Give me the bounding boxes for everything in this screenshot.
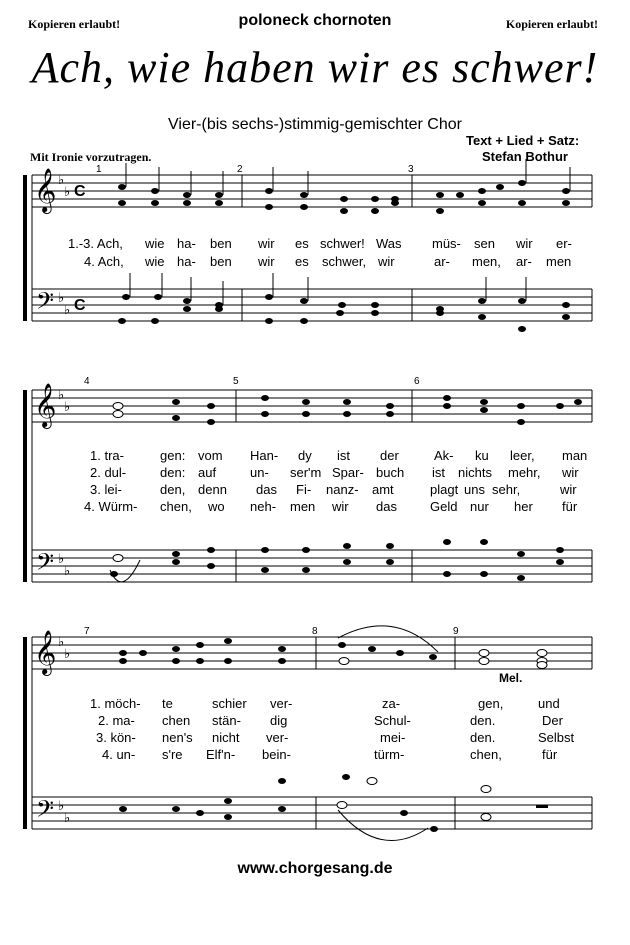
treble-staff <box>32 637 592 669</box>
key-flat-icon: ♭ <box>64 184 71 199</box>
treble-clef-icon: 𝄞 <box>34 170 57 212</box>
key-flat-icon: ♭ <box>58 387 65 402</box>
bass-clef-icon: 𝄢 <box>36 549 55 580</box>
key-flat-icon: ♭ <box>64 646 71 661</box>
melody-label: Mel. <box>499 671 523 685</box>
system-3 <box>23 626 592 841</box>
lyric-line: 1. möch- te schier ver- za- gen, und <box>90 696 560 711</box>
key-flat-icon: ♭ <box>58 290 65 305</box>
lyric-line: 4. un- s're Elf'n- bein- türm- chen, für <box>102 747 558 762</box>
whole-rest-icon <box>536 805 548 808</box>
bass-clef-icon: 𝄢 <box>36 288 55 319</box>
choir-subtitle: Vier-(bis sechs-)stimmig-gemischter Chor <box>168 116 462 133</box>
bass-staff <box>32 797 592 829</box>
system-1 <box>23 159 592 332</box>
system-brace <box>23 637 27 829</box>
key-flat-icon: ♭ <box>58 634 65 649</box>
measure-number: 8 <box>312 626 318 637</box>
lyric-line: 2. ma- chen stän- dig Schul- den. Der <box>98 713 563 728</box>
lyric-line: 3. lei- den, denn das Fi- nanz- amt plagt uns sehr, wir <box>90 482 577 497</box>
key-flat-icon: ♭ <box>58 551 65 566</box>
lyric-line: 4. Ach, wie ha- ben wir es schwer, wir ar- men, ar- men <box>84 254 572 269</box>
song-title: Ach, wie haben wir es schwer! <box>31 43 599 92</box>
lyric-line: 1. tra- gen: vom Han- dy ist der Ak- ku leer, man <box>90 448 588 463</box>
measure-number: 9 <box>453 626 459 637</box>
time-signature: C <box>74 183 86 200</box>
note-stems <box>126 159 570 305</box>
measure-number: 6 <box>414 376 420 387</box>
key-flat-icon: ♭ <box>64 302 71 317</box>
measure-number: 7 <box>84 626 90 637</box>
treble-clef-icon: 𝄞 <box>34 632 57 674</box>
copy-notice-right: Kopieren erlaubt! <box>505 17 598 31</box>
system-brace <box>23 390 27 582</box>
lyric-line: 4. Würm- chen, wo neh- men wir das Geld nur her für <box>84 499 578 514</box>
key-flat-icon: ♭ <box>64 810 71 825</box>
measure-number: 3 <box>408 164 414 175</box>
slur-arc <box>338 810 428 840</box>
time-signature: C <box>74 297 86 314</box>
system-2 <box>23 376 592 582</box>
bass-clef-icon: 𝄢 <box>36 796 55 827</box>
key-flat-icon: ♭ <box>64 563 71 578</box>
measure-number: 1 <box>96 164 102 175</box>
system-brace <box>23 175 27 321</box>
tie-arc <box>110 560 140 582</box>
bass-staff <box>32 289 592 321</box>
key-flat-icon: ♭ <box>58 798 65 813</box>
treble-clef-icon: 𝄞 <box>34 385 57 427</box>
lyric-line: 1.-3. Ach, wie ha- ben wir es schwer! Was müs- sen wir er- <box>68 236 572 251</box>
measure-number: 5 <box>233 376 239 387</box>
publisher-name: poloneck chornoten <box>238 12 392 29</box>
measure-number: 2 <box>237 164 243 175</box>
treble-staff <box>32 175 592 207</box>
key-flat-icon: ♭ <box>58 172 65 187</box>
lyric-line: 3. kön- nen's nicht ver- mei- den. Selbst <box>96 730 575 745</box>
slur-arc <box>338 626 438 652</box>
copy-notice-left: Kopieren erlaubt! <box>28 17 121 31</box>
credit-line-1: Text + Lied + Satz: <box>466 133 580 148</box>
credit-line-2: Stefan Bothur <box>482 149 568 164</box>
website-link[interactable]: www.chorgesang.de <box>237 860 393 877</box>
measure-number: 4 <box>84 376 90 387</box>
tempo-marking: Mit Ironie vorzutragen. <box>30 150 152 164</box>
key-flat-icon: ♭ <box>64 399 71 414</box>
lyric-line: 2. dul- den: auf un- ser'm Spar- buch ist nichts mehr, wir <box>90 465 579 480</box>
